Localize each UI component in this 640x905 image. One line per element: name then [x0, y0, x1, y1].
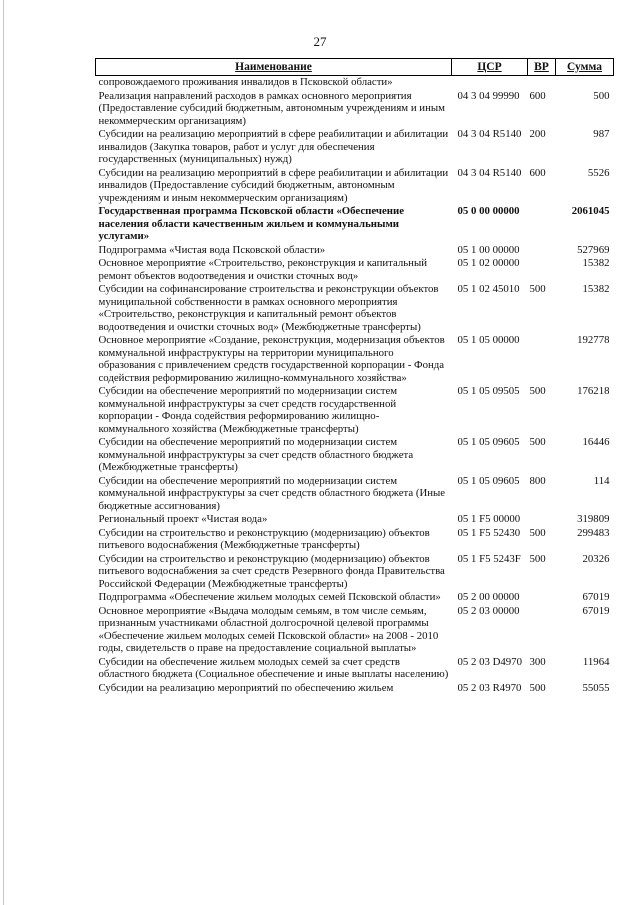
- table-row: [96, 167, 614, 206]
- row-name: Субсидии на обеспечение мероприятий по модернизации систем коммунальной инфраструктуры за счет средств областного бюджета (Иные бюджетные ассигнования): [98, 474, 446, 512]
- row-vr: 600: [529, 166, 546, 179]
- row-csr: 05 1 00 00000: [457, 243, 520, 256]
- header-vr: ВР: [528, 59, 556, 76]
- row-vr: 200: [529, 128, 546, 140]
- row-csr: 05 2 03 R4970: [457, 681, 522, 694]
- table-row: [96, 605, 614, 656]
- row-csr: 05 1 05 09505: [457, 385, 520, 397]
- row-csr: 05 1 05 00000: [457, 334, 520, 346]
- row-sum: 67019: [582, 604, 610, 617]
- table-body: [96, 76, 614, 696]
- row-vr: [528, 591, 556, 605]
- row-csr: 04 3 04 R5140: [457, 128, 522, 140]
- row-csr: 05 1 02 45010: [457, 283, 520, 295]
- row-csr: [452, 76, 528, 90]
- table-row: [96, 334, 614, 385]
- row-vr: [528, 244, 556, 258]
- row-name: Субсидии на реализацию мероприятий по обеспечению жильем: [98, 681, 394, 694]
- table-row: [96, 591, 614, 605]
- row-sum: 319809: [577, 513, 610, 525]
- row-csr: 05 1 F5 00000: [457, 513, 521, 525]
- row-name: Субсидии на софинансирование строительства и реконструкции объектов муниципальной собственности в рамках основного мероприятия «Строительство, реконструкция и капитальный ремонт объектов водоотведения и очистки сточных вод» (Межбюджетные трансферты): [98, 283, 439, 333]
- row-vr: 500: [529, 436, 546, 448]
- table-row: [96, 436, 614, 475]
- row-name: Реализация направлений расходов в рамках основного мероприятия (Предоставление субсидий бюджетным, автономным учреждениям и иным некоммерческим организациям): [98, 89, 445, 127]
- row-name: Подпрограмма «Обеспечение жильем молодых семей Псковской области»: [98, 591, 441, 603]
- table-row: [96, 76, 614, 90]
- row-name: сопровождаемого проживания инвалидов в Псковской области»: [96, 76, 452, 90]
- row-csr: 04 3 04 R5140: [457, 166, 522, 179]
- row-name: Государственная программа Псковской области «Обеспечение населения области качественным жильем и коммунальными услугами»: [98, 205, 404, 242]
- table-row: [96, 244, 614, 258]
- row-csr: 05 1 F5 52430: [457, 526, 521, 539]
- row-vr: [528, 605, 556, 656]
- row-csr: 05 0 00 00000: [457, 205, 520, 217]
- row-sum: [556, 76, 614, 90]
- row-sum: 192778: [577, 334, 610, 346]
- budget-table: [95, 58, 614, 695]
- row-sum: 500: [593, 89, 610, 102]
- row-vr: [528, 257, 556, 283]
- row-vr: 300: [529, 655, 546, 668]
- row-name: Субсидии на реализацию мероприятий в сфере реабилитации и абилитации инвалидов (Предоставление субсидий бюджетным, автономным учреждениям и иным некоммерческим организациям): [98, 166, 449, 204]
- row-csr: 05 1 02 00000: [457, 257, 520, 269]
- row-name: Субсидии на реализацию мероприятий в сфере реабилитации и абилитации инвалидов (Закупка товаров, работ и услуг для обеспечения государственных (муниципальных) нужд): [98, 128, 449, 165]
- table-row: [96, 283, 614, 334]
- row-vr: 500: [529, 385, 546, 397]
- table-row: [96, 513, 614, 527]
- row-sum: 16446: [582, 436, 610, 448]
- page-number: 27: [313, 34, 327, 49]
- table-row: [96, 527, 614, 553]
- header-sum: Сумма: [556, 59, 614, 76]
- table-row: [96, 90, 614, 129]
- row-sum: 176218: [577, 385, 610, 397]
- row-csr: 05 2 03 00000: [457, 604, 520, 617]
- table-row: [96, 257, 614, 283]
- row-vr: [528, 205, 556, 244]
- row-name: Субсидии на обеспечение мероприятий по модернизации систем коммунальной инфраструктуры за счет средств областного бюджета (Межбюджетные трансферты): [98, 436, 414, 473]
- row-sum: 67019: [582, 591, 610, 603]
- table-row: [96, 553, 614, 592]
- header-name: Наименование: [96, 59, 452, 76]
- row-sum: 2061045: [571, 205, 610, 217]
- row-csr: 05 2 03 D4970: [457, 655, 522, 668]
- row-sum: 15382: [582, 257, 610, 269]
- table-row: [96, 128, 614, 167]
- table-row: [96, 682, 614, 696]
- row-csr: 05 1 05 09605: [457, 474, 520, 487]
- header-csr: ЦСР: [452, 59, 528, 76]
- row-vr: 600: [529, 89, 546, 102]
- row-vr: 500: [529, 552, 546, 565]
- row-vr: 500: [529, 526, 546, 539]
- row-name: Основное мероприятие «Строительство, реконструкция и капитальный ремонт объектов водоотведения и очистки сточных вод»: [98, 257, 427, 282]
- row-sum: 114: [593, 474, 610, 487]
- row-csr: 05 1 05 09605: [457, 436, 520, 448]
- row-sum: 5526: [587, 166, 610, 179]
- row-sum: 987: [593, 128, 610, 140]
- row-vr: 500: [529, 681, 546, 694]
- row-name: Субсидии на строительство и реконструкцию (модернизацию) объектов питьевого водоснабжения (Межбюджетные трансферты): [98, 526, 430, 551]
- row-csr: 05 2 00 00000: [457, 591, 520, 603]
- row-vr: 800: [529, 474, 546, 487]
- row-sum: 299483: [577, 526, 610, 539]
- row-vr: [528, 76, 556, 90]
- table-header-row: [96, 59, 614, 76]
- row-vr: 500: [529, 283, 546, 295]
- row-vr: [528, 513, 556, 527]
- table-row: [96, 656, 614, 682]
- row-sum: 527969: [577, 243, 610, 256]
- table-row: [96, 475, 614, 514]
- row-sum: 20326: [582, 552, 610, 565]
- row-csr: 04 3 04 99990: [457, 89, 520, 102]
- row-name: Региональный проект «Чистая вода»: [98, 513, 268, 525]
- row-sum: 15382: [582, 283, 610, 295]
- row-name: Субсидии на обеспечение мероприятий по модернизации систем коммунальной инфраструктуры за счет средств государственной корпорации - Фонда содействия реформированию жилищно-коммунального хозяйства (Межбюджетные трансферты): [98, 385, 398, 435]
- row-name: Субсидии на строительство и реконструкцию (модернизацию) объектов питьевого водоснабжения за счет средств Резервного фонда Правительства Российской Федерации (Межбюджетные трансферты): [98, 552, 445, 590]
- row-name: Подпрограмма «Чистая вода Псковской области»: [98, 243, 326, 256]
- row-name: Основное мероприятие «Выдача молодым семьям, в том числе семьям, признанным участниками областной долгосрочной целевой программы «Обеспечение жильем молодых семей Псковской области» на 2008 - 2010 годы, свидетельств о праве на предоставление социальной выплаты»: [98, 604, 439, 654]
- row-name: Субсидии на обеспечение жильем молодых семей за счет средств областного бюджета (Социальное обеспечение и иные выплаты населению): [98, 655, 449, 680]
- table-row: [96, 385, 614, 436]
- page-edge: [3, 0, 4, 905]
- row-csr: 05 1 F5 5243F: [457, 552, 521, 565]
- row-name: Основное мероприятие «Создание, реконструкция, модернизация объектов коммунальной инфраструктуры на территории муниципального образования с привлечением средств государственной корпорации - Фонда содействия реформированию жилищно-коммунального хозяйства»: [98, 334, 445, 384]
- row-sum: 11964: [582, 655, 610, 668]
- row-sum: 55055: [582, 681, 610, 694]
- table-row: [96, 205, 614, 244]
- row-vr: [528, 334, 556, 385]
